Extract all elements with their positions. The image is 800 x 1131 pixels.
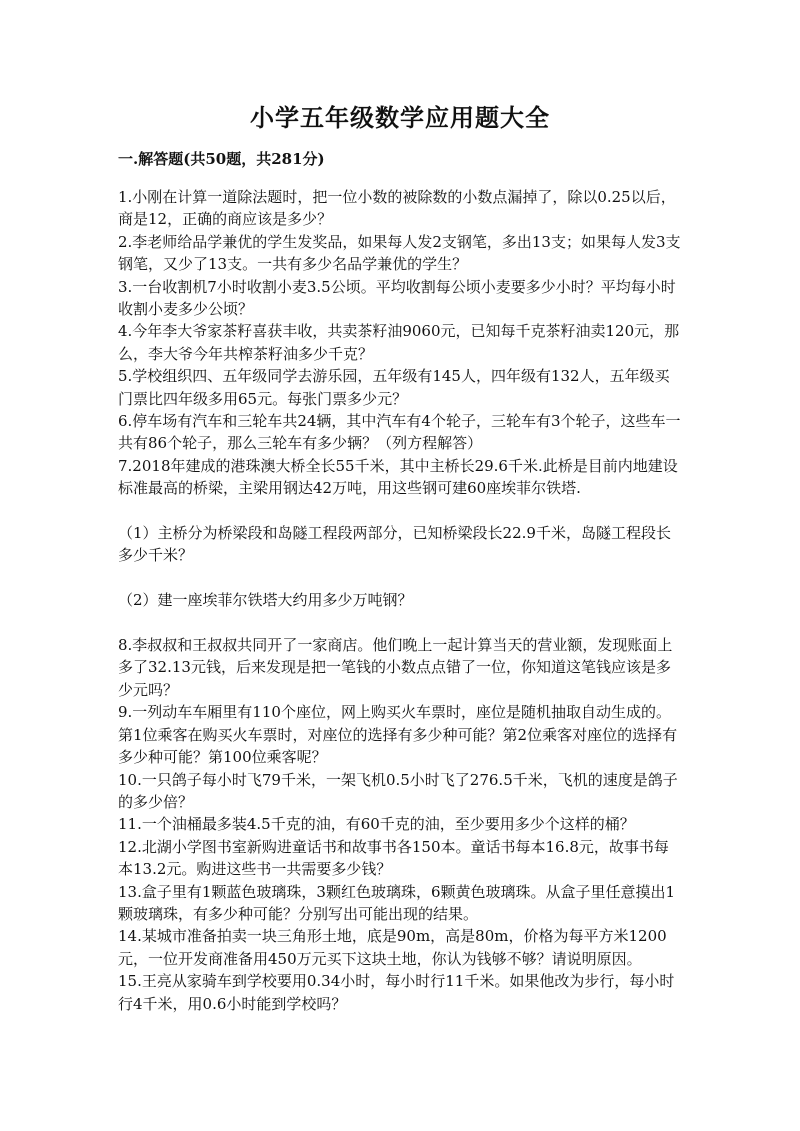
question-10: 10.一只鸽子每小时飞79千米，一架飞机0.5小时飞了276.5千米，飞机的速度是鸽子的多少倍？ <box>118 770 678 811</box>
question-1: 1.小刚在计算一道除法题时，把一位小数的被除数的小数点漏掉了，除以0.25以后，商是12，正确的商应该是多少？ <box>118 188 676 229</box>
spacer <box>118 500 682 522</box>
question-list <box>118 186 682 1015</box>
section-header: 一.解答题(共50题，共281分) <box>118 150 325 168</box>
question-4: 4.今年李大爷家茶籽喜获丰收，共卖茶籽油9060元，已知每千克茶籽油卖120元，那么，李大爷今年共榨茶籽油多少千克？ <box>118 322 680 363</box>
question-8: 8.李叔叔和王叔叔共同开了一家商店。他们晚上一起计算当天的营业额，发现账面上多了32.13元钱，后来发现是把一笔钱的小数点点错了一位，你知道这笔钱应该是多少元吗？ <box>118 636 673 699</box>
question-7-part-1: （1）主桥分为桥梁段和岛隧工程段两部分，已知桥梁段长22.9千米，岛隧工程段长多少千米？ <box>118 524 671 565</box>
question-7: 7.2018年建成的港珠澳大桥全长55千米，其中主桥长29.6千米.此桥是目前内地建设标准最高的桥梁，主梁用钢达42万吨，用这些钢可建60座埃菲尔铁塔. <box>118 456 678 498</box>
question-7-part-2: （2）建一座埃菲尔铁塔大约用多少万吨钢？ <box>118 591 413 610</box>
question-9: 9.一列动车车厢里有110个座位，网上购买火车票时，座位是随机抽取自动生成的。第1位乘客在购买火车票时，对座位的选择有多少种可能？第2位乘客对座位的选择有多少种可能？第100位乘客呢？ <box>118 703 678 767</box>
question-12: 12.北湖小学图书室新购进童话书和故事书各150本。童话书每本16.8元，故事书每本13.2元。购进这些书一共需要多少钱？ <box>118 837 669 879</box>
question-6: 6.停车场有汽车和三轮车共24辆，其中汽车有4个轮子，三轮车有3个轮子，这些车一共有86个轮子，那么三轮车有多少辆？（列方程解答） <box>118 412 681 453</box>
question-11: 11.一个油桶最多装4.5千克的油，有60千克的油，至少要用多少个这样的桶？ <box>118 815 635 834</box>
document-title: 小学五年级数学应用题大全 <box>250 103 550 132</box>
question-14: 14.某城市准备拍卖一块三角形土地，底是90m，高是80m，价格为每平方米1200元，一位开发商准备用450万元买下这块土地，你认为钱够不够？请说明原因。 <box>118 927 667 968</box>
question-5: 5.学校组织四、五年级同学去游乐园，五年级有145人，四年级有132人，五年级买门票比四年级多用65元。每张门票多少元？ <box>118 367 670 408</box>
question-13: 13.盒子里有1颗蓝色玻璃珠，3颗红色玻璃珠，6颗黄色玻璃珠。从盒子里任意摸出1颗玻璃珠，有多少种可能？分别写出可能出现的结果。 <box>118 882 676 923</box>
question-15: 15.王亮从家骑车到学校要用0.34小时，每小时行11千米。如果他改为步行，每小时行4千米，用0.6小时能到学校吗？ <box>118 972 675 1013</box>
question-2: 2.李老师给品学兼优的学生发奖品，如果每人发2支钢笔，多出13支；如果每人发3支钢笔，又少了13支。一共有多少名品学兼优的学生？ <box>118 232 681 274</box>
question-3: 3.一台收割机7小时收割小麦3.5公顷。平均收割每公顷小麦要多少小时？平均每小时收割小麦多少公顷？ <box>118 277 676 319</box>
spacer <box>118 612 682 634</box>
spacer <box>118 567 682 589</box>
